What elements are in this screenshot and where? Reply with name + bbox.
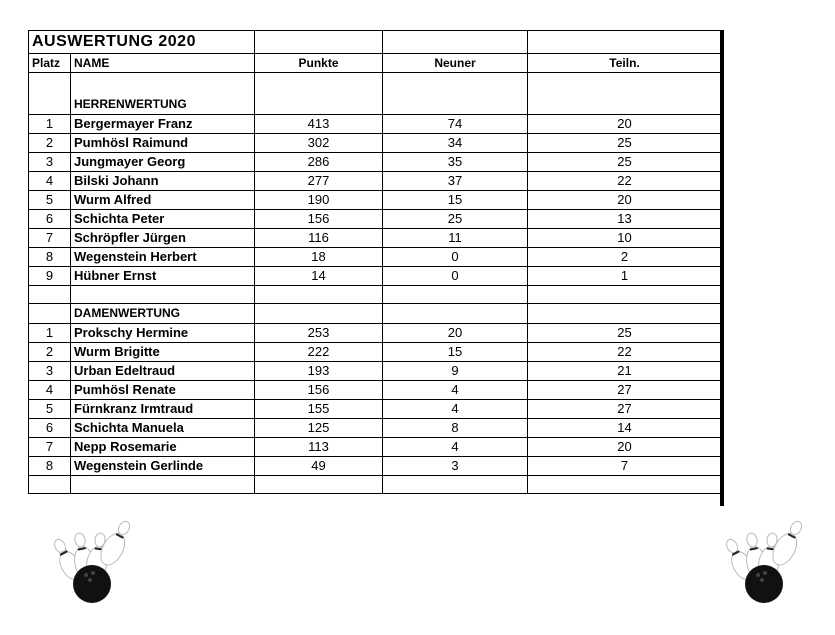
neuner-cell: 15 [383, 343, 528, 362]
table-right-border [720, 30, 724, 506]
teiln-cell: 20 [528, 438, 722, 457]
punkte-cell: 14 [255, 267, 383, 286]
table-row [29, 229, 722, 248]
name-cell: Fürnkranz Irmtraud [71, 400, 255, 419]
teiln-cell: 1 [528, 267, 722, 286]
punkte-cell: 413 [255, 115, 383, 134]
table-row [29, 267, 722, 286]
name-cell: Wegenstein Herbert [71, 248, 255, 267]
header-teiln: Teiln. [528, 54, 722, 73]
punkte-cell: 156 [255, 210, 383, 229]
table-row [29, 191, 722, 210]
name-cell: Schröpfler Jürgen [71, 229, 255, 248]
name-cell: Wegenstein Gerlinde [71, 457, 255, 476]
punkte-cell: 156 [255, 381, 383, 400]
sheet-title: AUSWERTUNG 2020 [29, 31, 255, 54]
punkte-cell: 286 [255, 153, 383, 172]
results-table [28, 30, 722, 494]
section-label-herren: HERRENWERTUNG [71, 73, 255, 115]
bowling-icon [48, 518, 140, 608]
teiln-cell: 25 [528, 153, 722, 172]
platz-cell: 9 [29, 267, 71, 286]
name-cell: Wurm Alfred [71, 191, 255, 210]
table-row [29, 381, 722, 400]
bowling-ball [745, 565, 783, 603]
platz-cell: 3 [29, 362, 71, 381]
punkte-cell: 116 [255, 229, 383, 248]
neuner-cell: 4 [383, 381, 528, 400]
teiln-cell: 22 [528, 343, 722, 362]
punkte-cell: 193 [255, 362, 383, 381]
bowling-ball [73, 565, 111, 603]
header-neuner: Neuner [383, 54, 528, 73]
header-row [29, 54, 722, 73]
neuner-cell: 74 [383, 115, 528, 134]
neuner-cell: 37 [383, 172, 528, 191]
table-row [29, 115, 722, 134]
platz-cell: 2 [29, 343, 71, 362]
teiln-cell: 2 [528, 248, 722, 267]
punkte-cell: 49 [255, 457, 383, 476]
teiln-cell: 25 [528, 324, 722, 343]
table-row [29, 419, 722, 438]
name-cell: Schichta Manuela [71, 419, 255, 438]
platz-cell: 5 [29, 191, 71, 210]
name-cell: Jungmayer Georg [71, 153, 255, 172]
teiln-cell: 20 [528, 115, 722, 134]
teiln-cell: 13 [528, 210, 722, 229]
table-row [29, 153, 722, 172]
empty-row [29, 476, 722, 494]
results-sheet [28, 30, 721, 494]
header-name: NAME [71, 54, 255, 73]
name-cell: Urban Edeltraud [71, 362, 255, 381]
bowling-icon [720, 518, 812, 608]
platz-cell: 6 [29, 419, 71, 438]
teiln-cell: 10 [528, 229, 722, 248]
name-cell: Schichta Peter [71, 210, 255, 229]
teiln-cell: 20 [528, 191, 722, 210]
punkte-cell: 302 [255, 134, 383, 153]
punkte-cell: 277 [255, 172, 383, 191]
punkte-cell: 190 [255, 191, 383, 210]
neuner-cell: 9 [383, 362, 528, 381]
header-punkte: Punkte [255, 54, 383, 73]
neuner-cell: 8 [383, 419, 528, 438]
section-label-damen: DAMENWERTUNG [71, 304, 255, 324]
punkte-cell: 222 [255, 343, 383, 362]
title-row [29, 31, 722, 54]
neuner-cell: 20 [383, 324, 528, 343]
neuner-cell: 3 [383, 457, 528, 476]
neuner-cell: 11 [383, 229, 528, 248]
table-row [29, 134, 722, 153]
teiln-cell: 22 [528, 172, 722, 191]
teiln-cell: 7 [528, 457, 722, 476]
punkte-cell: 18 [255, 248, 383, 267]
table-row [29, 210, 722, 229]
platz-cell: 2 [29, 134, 71, 153]
table-row [29, 343, 722, 362]
platz-cell: 8 [29, 248, 71, 267]
platz-cell: 7 [29, 438, 71, 457]
name-cell: Prokschy Hermine [71, 324, 255, 343]
table-row [29, 400, 722, 419]
empty-row [29, 286, 722, 304]
punkte-cell: 113 [255, 438, 383, 457]
platz-cell: 4 [29, 381, 71, 400]
table-row [29, 172, 722, 191]
platz-cell: 5 [29, 400, 71, 419]
neuner-cell: 0 [383, 248, 528, 267]
table-row [29, 438, 722, 457]
name-cell: Bergermayer Franz [71, 115, 255, 134]
table-row [29, 324, 722, 343]
neuner-cell: 34 [383, 134, 528, 153]
platz-cell: 6 [29, 210, 71, 229]
teiln-cell: 27 [528, 400, 722, 419]
table-row [29, 362, 722, 381]
neuner-cell: 25 [383, 210, 528, 229]
header-platz: Platz [29, 54, 71, 73]
name-cell: Pumhösl Renate [71, 381, 255, 400]
punkte-cell: 253 [255, 324, 383, 343]
neuner-cell: 4 [383, 438, 528, 457]
name-cell: Pumhösl Raimund [71, 134, 255, 153]
platz-cell: 4 [29, 172, 71, 191]
platz-cell: 1 [29, 115, 71, 134]
punkte-cell: 125 [255, 419, 383, 438]
teiln-cell: 25 [528, 134, 722, 153]
punkte-cell: 155 [255, 400, 383, 419]
neuner-cell: 15 [383, 191, 528, 210]
name-cell: Hübner Ernst [71, 267, 255, 286]
platz-cell: 7 [29, 229, 71, 248]
platz-cell: 8 [29, 457, 71, 476]
section-herren [29, 73, 722, 115]
teiln-cell: 21 [528, 362, 722, 381]
table-row [29, 248, 722, 267]
name-cell: Nepp Rosemarie [71, 438, 255, 457]
table-row [29, 457, 722, 476]
section-damen [29, 304, 722, 324]
teiln-cell: 27 [528, 381, 722, 400]
neuner-cell: 35 [383, 153, 528, 172]
teiln-cell: 14 [528, 419, 722, 438]
neuner-cell: 0 [383, 267, 528, 286]
neuner-cell: 4 [383, 400, 528, 419]
platz-cell: 3 [29, 153, 71, 172]
name-cell: Bilski Johann [71, 172, 255, 191]
name-cell: Wurm Brigitte [71, 343, 255, 362]
platz-cell: 1 [29, 324, 71, 343]
